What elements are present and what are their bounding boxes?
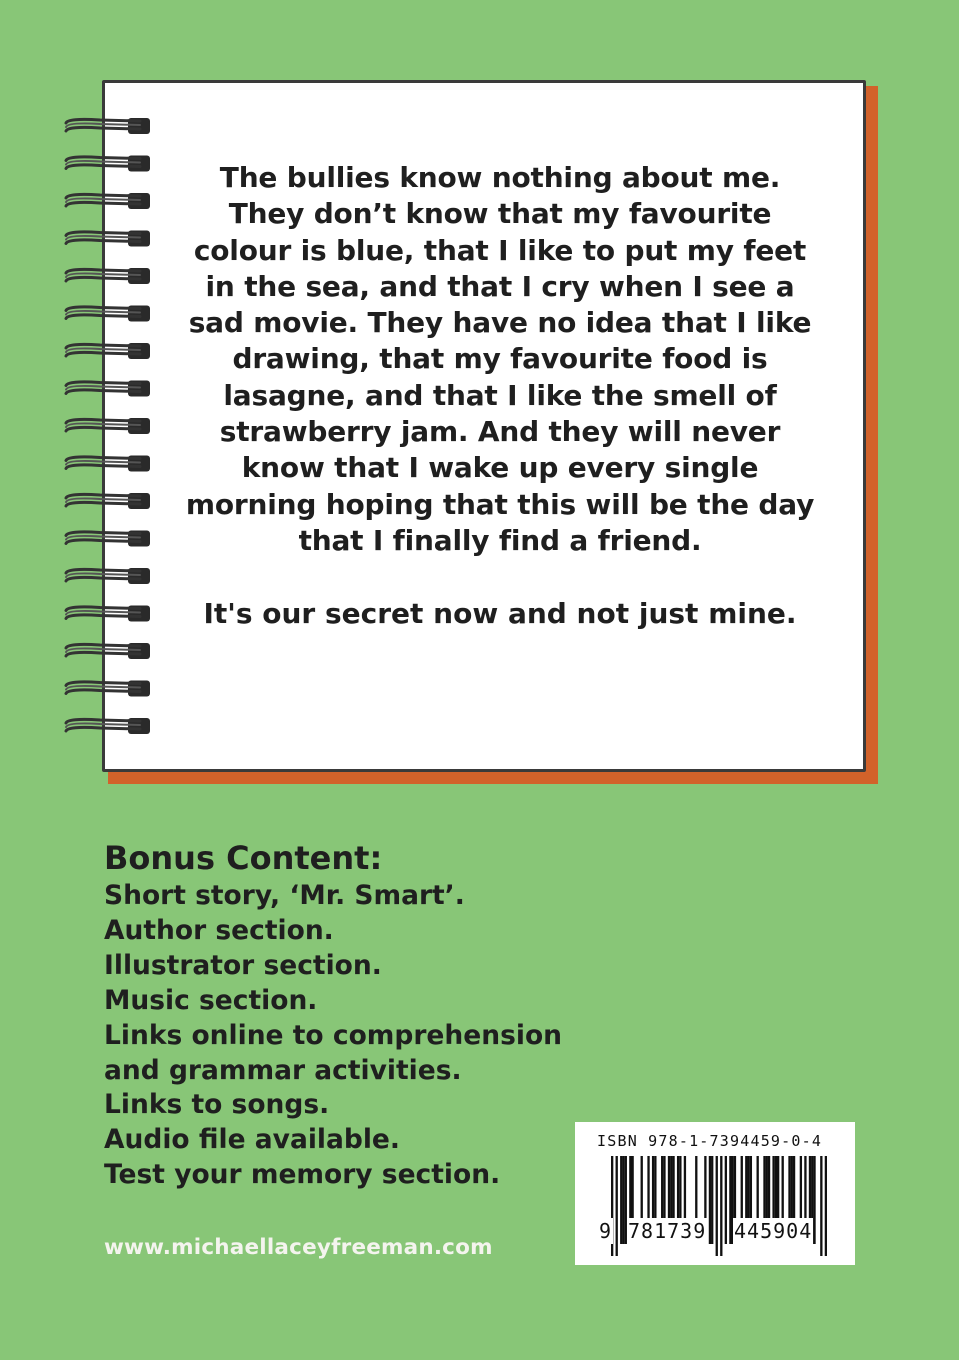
blurb-line: sad movie. They have no idea that I like (188, 306, 812, 340)
spiral-ring (66, 681, 150, 697)
spiral-ring (66, 306, 150, 322)
blurb-line: in the sea, and that I cry when I see a (205, 269, 795, 303)
tagline: It's our secret now and not just mine. (203, 597, 797, 630)
blurb-line: know that I wake up every single (241, 451, 759, 485)
ean-digits (597, 1218, 827, 1244)
spiral-ring (66, 418, 150, 434)
bonus-item: Links to songs. (104, 1089, 330, 1121)
ean-first-digit: 9 (599, 1219, 612, 1243)
bonus-item: Illustrator section. (104, 949, 382, 981)
bonus-item: and grammar activities. (104, 1054, 462, 1086)
blurb-line: morning hoping that this will be the day (185, 487, 815, 521)
bonus-content-list (104, 879, 562, 1193)
spiral-ring (66, 606, 150, 622)
spiral-ring (66, 193, 150, 209)
bonus-item: Music section. (104, 984, 318, 1016)
bonus-item: Audio file available. (104, 1124, 400, 1156)
spiral-ring (66, 343, 150, 359)
spiral-ring (66, 531, 150, 547)
blurb-line: They don’t know that my favourite (228, 197, 772, 231)
bonus-item: Author section. (104, 914, 334, 946)
isbn-barcode-box (575, 1122, 855, 1265)
spiral-ring (66, 493, 150, 509)
spiral-ring (66, 268, 150, 284)
blurb-line: The bullies know nothing about me. (219, 161, 781, 194)
website-url: www.michaellaceyfreeman.com (104, 1235, 493, 1260)
bonus-item: Short story, ‘Mr. Smart’. (104, 880, 465, 911)
spiral-binding-icon (60, 108, 160, 748)
ean-left-group: 781739 (628, 1219, 707, 1243)
blurb-line: colour is blue, that I like to put my feet (193, 233, 807, 267)
blurb-line: that I finally find a friend. (298, 523, 702, 557)
blurb-line: strawberry jam. And they will never (219, 415, 781, 449)
back-cover-blurb (160, 160, 840, 559)
isbn-label: ISBN 978-1-7394459-0-4 (597, 1132, 823, 1150)
blurb-line: drawing, that my favourite food is (232, 342, 768, 376)
spiral-ring (66, 456, 150, 472)
ean-right-group: 445904 (734, 1219, 813, 1243)
spiral-ring (66, 118, 150, 134)
spiral-ring (66, 156, 150, 172)
bonus-item: Test your memory section. (104, 1159, 501, 1191)
spiral-ring (66, 381, 150, 397)
spiral-ring (66, 718, 150, 734)
blurb-line: lasagne, and that I like the smell of (223, 378, 777, 412)
spiral-ring (66, 643, 150, 659)
spiral-ring (66, 231, 150, 247)
bonus-content-title: Bonus Content: (104, 839, 383, 877)
spiral-ring (66, 568, 150, 584)
bonus-content-section (104, 838, 562, 1193)
bonus-item: Links online to comprehension (104, 1019, 563, 1051)
